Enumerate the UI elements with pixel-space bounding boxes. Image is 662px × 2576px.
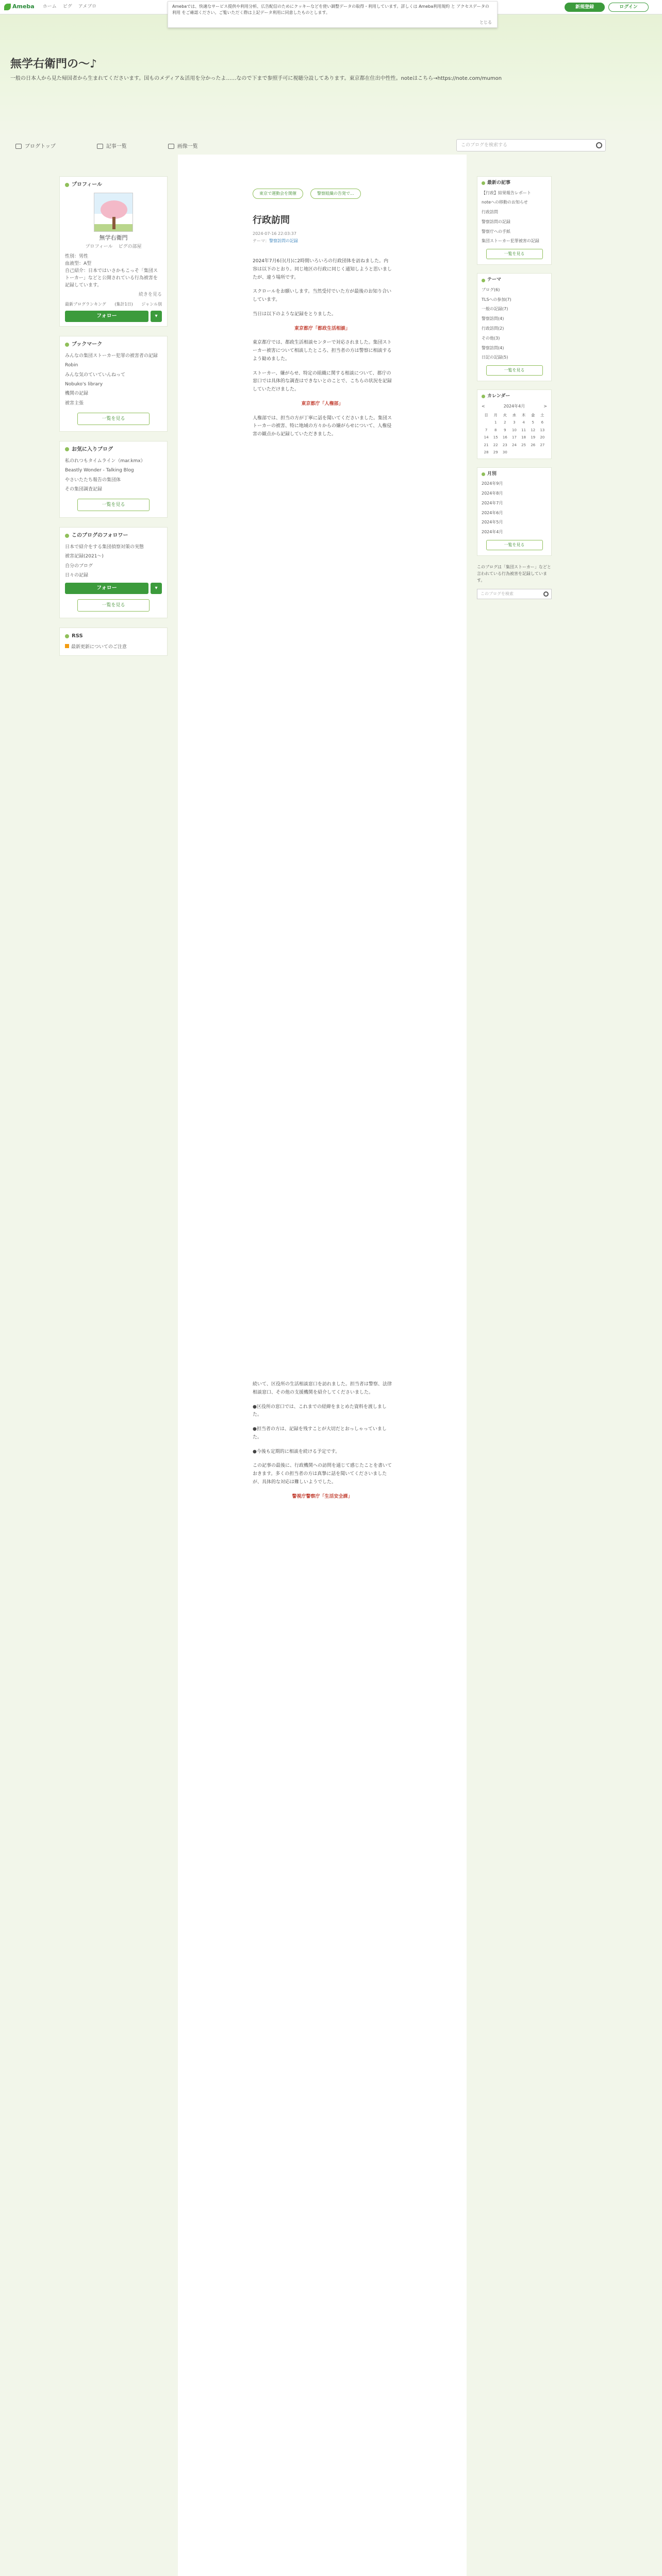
- followers-heading: このブログのフォロワー: [65, 532, 162, 539]
- calendar-dow: 水: [512, 413, 516, 417]
- blog-header: [0, 14, 662, 138]
- nav-blog-top-label: ブログトップ: [25, 143, 56, 149]
- prev-month-icon[interactable]: <: [482, 403, 485, 409]
- bullet-icon: [65, 183, 69, 187]
- list-icon: [97, 144, 103, 149]
- cookie-banner: [168, 1, 498, 28]
- calendar-dow: 月: [493, 413, 498, 417]
- entry-body: [253, 258, 392, 445]
- paragraph: 東京都庁では、都政生活相談センターで対応されました。集団ストーカー被害について相談したところ、担当者の方は警察に相談するよう勧めました。: [253, 340, 392, 362]
- list-item[interactable]: 2024年6月: [482, 510, 503, 515]
- list-item[interactable]: 2024年4月: [482, 530, 503, 535]
- list-item[interactable]: TLSへの参加(7): [482, 297, 511, 302]
- list-item[interactable]: 2024年7月: [482, 500, 503, 505]
- list-item[interactable]: Robin: [65, 363, 78, 368]
- logo-text: Ameba: [12, 3, 35, 10]
- calendar-day[interactable]: 24: [512, 443, 517, 447]
- next-entry-link[interactable]: 警察組織の告発で...: [310, 189, 361, 199]
- cookie-close-button[interactable]: とじる: [479, 20, 492, 25]
- archive-heading: 月別: [482, 471, 547, 478]
- profile-card: [59, 176, 168, 327]
- calendar-day[interactable]: 5: [532, 420, 534, 425]
- entry-content: [178, 155, 467, 2576]
- bookmark-all-button[interactable]: 一覧を見る: [77, 413, 150, 425]
- list-item[interactable]: 警察訪問(4): [482, 345, 504, 350]
- profile-link[interactable]: プロフィール: [85, 244, 113, 249]
- login-button[interactable]: ログイン: [608, 3, 649, 12]
- ameba-logo[interactable]: [4, 3, 35, 11]
- bullet-icon: [65, 447, 69, 451]
- gnav-ameblo[interactable]: アメブロ: [78, 4, 97, 9]
- archive-list: [482, 481, 547, 536]
- calendar-day[interactable]: 6: [541, 420, 544, 425]
- calendar-day[interactable]: 17: [512, 435, 517, 440]
- calendar-day: [509, 450, 519, 455]
- list-item[interactable]: やさいたたち報告の集団体: [65, 477, 121, 483]
- calendar-day[interactable]: 18: [521, 435, 526, 440]
- blog-description: 一般の日本人から見た帰国者から生まれてくださいます。国ものメディア＆活用を分かったよ……なので下まで参照手可に視聴分設してあります。東京都在住出中性性。noteはこちら→https://note.com/mumon: [10, 76, 502, 81]
- list-item[interactable]: 私のれつもタイムライン（mar.kmx）: [65, 458, 145, 464]
- list-item[interactable]: 日記の記録(5): [482, 355, 508, 360]
- bookmark-card: [59, 336, 168, 432]
- ranking-stats: 最新ブログランキング (集計1日) ジャンル別: [65, 302, 162, 307]
- gnav-home[interactable]: ホーム: [42, 4, 57, 9]
- section-heading: 東京都庁「人権部」: [301, 401, 343, 406]
- list-item[interactable]: 日本で紹介をする集団偵察対策の実態: [65, 545, 144, 550]
- calendar-day[interactable]: 23: [502, 443, 507, 447]
- list-item[interactable]: ブログ(6): [482, 287, 500, 292]
- nav-entry-list[interactable]: [97, 143, 127, 150]
- calendar-day: [538, 450, 547, 455]
- profile-more-link[interactable]: 続きを見る: [138, 292, 162, 297]
- list-item[interactable]: みんなの集団ストーカー犯罪の被害者の記録: [65, 353, 158, 359]
- list-item[interactable]: その集団調査記録: [65, 486, 103, 492]
- follow-row-2: [65, 583, 162, 594]
- right-sidebar: [477, 176, 552, 599]
- bullet-icon: [482, 279, 485, 282]
- followers-all-button[interactable]: 一覧を見る: [77, 599, 150, 612]
- paragraph: この記事の最後に、行政機関への訪問を通じて感じたことを書いておきます。多くの担当者の方は真摯に話を聞いてくださいましたが、具体的な対応は難しいようでした。: [253, 1463, 392, 1485]
- paragraph: ●区役所の窓口では、これまでの経緯をまとめた資料を渡しました。: [253, 1404, 387, 1418]
- rss-icon: [65, 644, 69, 648]
- calendar-grid: [482, 413, 547, 455]
- list-item[interactable]: noteへの移動のお知らせ: [482, 200, 528, 205]
- calendar-day[interactable]: 27: [540, 443, 545, 447]
- calendar-dow: 金: [531, 413, 535, 417]
- entry-body-continued: [253, 1381, 392, 1507]
- calendar-day[interactable]: 30: [502, 450, 507, 455]
- rss-link[interactable]: 最新更新についてのご注意: [65, 644, 162, 651]
- profile-links: [65, 244, 162, 251]
- calendar-day[interactable]: 10: [512, 428, 517, 432]
- left-sidebar: [59, 176, 168, 665]
- list-item[interactable]: 警察庁への手紙: [482, 229, 510, 234]
- calendar-heading: カレンダー: [482, 393, 547, 400]
- prev-entry-link[interactable]: 東京で運動会を開催: [253, 189, 303, 199]
- theme-link[interactable]: 警察訪問の記録: [269, 239, 298, 243]
- pigg-room-link[interactable]: ピグの部屋: [118, 244, 142, 249]
- bullet-icon: [482, 472, 485, 476]
- paragraph: 人権部では、担当の方が丁寧に話を聞いてくださいました。集団ストーカーの被害、特に地域の方々からの嫌がらせについて、人権侵害の観点から記録していただきました。: [253, 415, 392, 437]
- calendar-day[interactable]: 8: [494, 428, 497, 432]
- image-icon: [168, 144, 174, 149]
- sidebar-search-input[interactable]: このブログを検索: [477, 589, 552, 599]
- calendar-day[interactable]: 20: [540, 435, 545, 440]
- paragraph: スクロールをお願いします。当然受付でいた方が最後のお知り合いしています。: [253, 289, 392, 302]
- list-item[interactable]: 警察訪問(4): [482, 316, 504, 321]
- avatar[interactable]: [94, 193, 133, 232]
- paragraph: 続いて、区役所の生活相談窓口を訪れました。担当者は警察、法律相談窓口、その他の支援機関を紹介してくださいました。: [253, 1382, 392, 1395]
- favorites-all-button[interactable]: 一覧を見る: [77, 499, 150, 511]
- list-item[interactable]: 被害記録(2021〜): [65, 554, 104, 560]
- calendar-day[interactable]: 3: [513, 420, 516, 425]
- rss-heading: RSS: [65, 632, 162, 640]
- section-heading: 警視庁警察庁「生活安全課」: [292, 1494, 353, 1499]
- calendar-day[interactable]: 15: [493, 435, 498, 440]
- paragraph: ストーカー、嫌がらせ、特定の組織に関する相談について、都庁の窓口では具体的な調査はできないとのことで、こちらの状況を記録していただけました。: [253, 370, 392, 392]
- calendar-month: 2024年4月: [503, 403, 525, 409]
- calendar-day: [528, 450, 538, 455]
- calendar-dow: 日: [484, 413, 488, 417]
- more-menu-button-2[interactable]: ▾: [151, 583, 162, 594]
- search-icon[interactable]: [596, 142, 602, 148]
- more-menu-button[interactable]: ▾: [151, 311, 162, 322]
- bullet-icon: [65, 534, 69, 538]
- calendar-day: [519, 450, 528, 455]
- follow-button[interactable]: フォロー: [65, 311, 148, 322]
- latest-heading: 最新の記事: [482, 180, 547, 187]
- calendar-dow: 火: [503, 413, 507, 417]
- list-item[interactable]: 自分のブログ: [65, 563, 93, 569]
- list-item[interactable]: Beastly Wonder - Talking Blog: [65, 468, 134, 473]
- blog-search-placeholder: このブログを検索する: [461, 143, 508, 148]
- calendar-day[interactable]: 29: [493, 450, 498, 455]
- list-item[interactable]: 日々の記録: [65, 573, 89, 579]
- calendar-day[interactable]: 16: [502, 435, 507, 440]
- bullet-icon: [482, 181, 485, 185]
- favorites-card: [59, 441, 168, 518]
- calendar-day[interactable]: 1: [494, 420, 497, 425]
- list-item[interactable]: 被害主張: [65, 400, 84, 406]
- list-item[interactable]: 2024年5月: [482, 520, 503, 525]
- bookmark-heading: ブックマーク: [65, 341, 162, 348]
- calendar-day[interactable]: 12: [531, 428, 536, 432]
- calendar-day[interactable]: 25: [521, 443, 526, 447]
- signup-button[interactable]: 新規登録: [565, 3, 605, 12]
- bullet-icon: [65, 634, 69, 638]
- gnav-pigg[interactable]: ピグ: [62, 4, 72, 9]
- list-item[interactable]: Nobuko's library: [65, 382, 103, 387]
- list-item[interactable]: 警察訪問の記録: [482, 219, 510, 224]
- calendar-nav: [482, 403, 547, 410]
- calendar-day[interactable]: 28: [484, 450, 489, 455]
- calendar-day[interactable]: 14: [484, 435, 489, 440]
- sidebar-note: このブログは「集団ストーカー」などと言われている行為被害を記録しています。: [477, 564, 551, 583]
- favorites-list: [65, 457, 162, 494]
- list-item[interactable]: 2024年9月: [482, 481, 503, 486]
- paragraph: ●今後も定期的に相談を続ける予定です。: [253, 1449, 340, 1454]
- list-item[interactable]: その他(3): [482, 335, 500, 341]
- global-nav: [43, 4, 103, 11]
- search-icon[interactable]: [543, 591, 549, 597]
- calendar-day: [482, 420, 491, 426]
- nav-blog-top[interactable]: [15, 143, 56, 150]
- rss-card: [59, 628, 168, 656]
- list-item[interactable]: 機関の記録: [65, 391, 89, 397]
- archive-card: [477, 467, 552, 556]
- favorites-heading: お気に入りブログ: [65, 446, 162, 453]
- profile-text: 性別：男性 血液型：A型 自己紹介：日本ではいさかもこっそ「集団ストーカー」などと公開されている行為被害を記録しています。: [65, 254, 158, 288]
- bullet-icon: [482, 395, 485, 398]
- list-item[interactable]: 一般の記録(7): [482, 307, 508, 312]
- calendar-day[interactable]: 19: [531, 435, 536, 440]
- nav-image-list[interactable]: [168, 143, 198, 150]
- list-item[interactable]: 行政訪問(2): [482, 326, 504, 331]
- bookmark-list: [65, 352, 162, 408]
- follow-button-2[interactable]: フォロー: [65, 583, 148, 594]
- calendar-dow: 土: [540, 413, 544, 417]
- calendar-day[interactable]: 4: [522, 420, 525, 425]
- nav-entry-list-label: 記事一覧: [106, 143, 127, 149]
- blog-search-input[interactable]: [456, 139, 606, 151]
- blog-title[interactable]: 無学右衛門の〜♪: [10, 57, 97, 71]
- calendar-day[interactable]: 26: [531, 443, 536, 447]
- home-icon: [15, 144, 22, 149]
- paragraph: ●担当者の方は、記録を残すことが大切だとおっしゃっていました。: [253, 1427, 387, 1440]
- entry-pager: [253, 189, 368, 199]
- entry-date: 2024-07-16 22:03:37: [253, 231, 296, 236]
- calendar-day[interactable]: 11: [521, 428, 526, 432]
- calendar-day[interactable]: 2: [504, 420, 506, 425]
- calendar-dow: 木: [522, 413, 526, 417]
- section-heading: 東京都庁「都政生活相談」: [294, 326, 350, 331]
- next-month-icon[interactable]: >: [543, 403, 547, 409]
- list-item[interactable]: 【行政】結果報告レポート: [482, 190, 531, 195]
- bullet-icon: [65, 343, 69, 347]
- latest-entries-card: [477, 176, 552, 265]
- list-item[interactable]: みんな気のていていんねって: [65, 372, 126, 378]
- theme-list: [482, 287, 547, 361]
- entry-theme: テーマ：警察訪問の記録: [253, 239, 298, 243]
- archive-all-button[interactable]: 一覧を見る: [486, 540, 543, 550]
- profile-name[interactable]: 無学右衛門: [99, 234, 128, 241]
- list-item[interactable]: 行政訪問: [482, 210, 498, 215]
- calendar-day[interactable]: 7: [485, 428, 488, 432]
- calendar-day[interactable]: 9: [504, 428, 506, 432]
- followers-list: [65, 544, 162, 580]
- leaf-icon: [4, 4, 11, 10]
- follow-row: [65, 311, 162, 322]
- calendar-card: [477, 389, 552, 459]
- theme-card: [477, 273, 552, 381]
- calendar-day[interactable]: 13: [540, 428, 545, 432]
- paragraph: 2024年7月6日(月)に2時間いろいろの行政団体を訪ねました。内容は以下のとおり。同じ地区の行政に同じく通知しようと思いましたが、違う場所です。: [253, 259, 392, 280]
- nav-image-list-label: 画像一覧: [177, 143, 198, 149]
- calendar-day[interactable]: 21: [484, 443, 489, 447]
- theme-all-button[interactable]: 一覧を見る: [486, 365, 543, 376]
- calendar-day[interactable]: 22: [493, 443, 498, 447]
- profile-heading: プロフィール: [65, 181, 162, 189]
- paragraph: 当日は以下のような記録をとりました。: [253, 311, 337, 317]
- followers-card: [59, 527, 168, 618]
- list-item[interactable]: 2024年8月: [482, 490, 503, 496]
- cookie-text: Amebaでは、快適なサービス提供や利用分析、広告配信のためにクッキーなどを使い調整データの取得・利用しています。詳しくは Ameba利用規約 と アクセスデータの利用 をご確認ください。ご覧いただく際は上記データ利用に同意したものとします。: [172, 4, 489, 15]
- theme-heading: テーマ: [482, 277, 547, 284]
- latest-list: [482, 190, 547, 245]
- list-item[interactable]: 集団ストーカー犯罪被害の記録: [482, 239, 539, 244]
- entry-title[interactable]: 行政訪問: [253, 215, 290, 226]
- latest-all-button[interactable]: 一覧を見る: [486, 249, 543, 259]
